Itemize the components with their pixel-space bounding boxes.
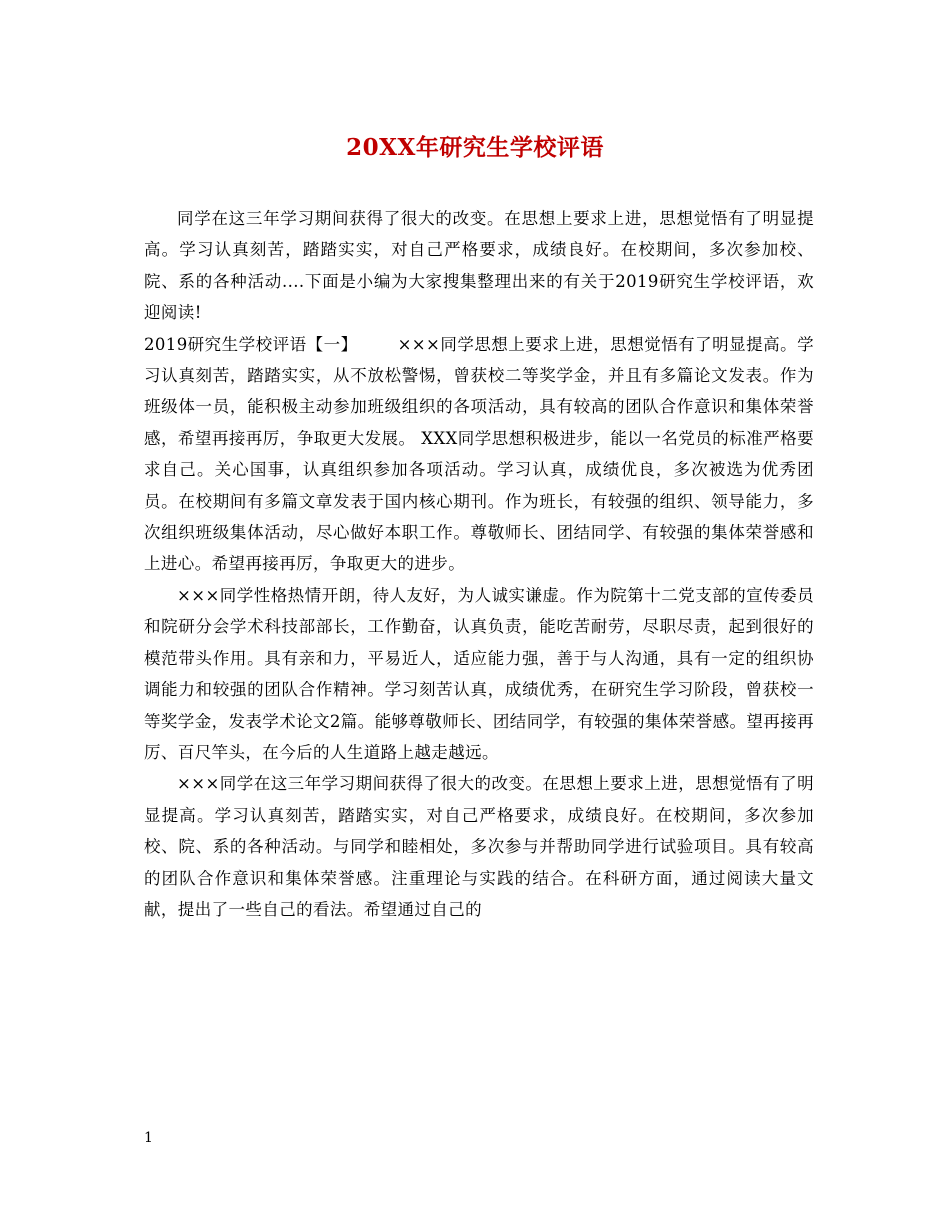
page-title: 20XX年研究生学校评语 bbox=[346, 134, 604, 161]
section-heading: 2019研究生学校评语【一】 bbox=[144, 334, 358, 354]
paragraph-3: ×××同学在这三年学习期间获得了很大的改变。在思想上要求上进，思想觉悟有了明显提高。学习认真刻苦，踏踏实实，对自己严格要求，成绩良好。在校期间，多次参加校、院、系的各种活动。与同学和睦相处，多次参与并帮助同学进行试验项目。具有较高的团队合作意识和集体荣誉感。注重理论与实践的结合。在科研方面，通过阅读大量文献，提出了一些自己的看法。希望通过自己的 bbox=[144, 774, 814, 919]
page-number: 1 bbox=[144, 1130, 153, 1146]
document-body bbox=[144, 203, 814, 925]
intro-paragraph: 同学在这三年学习期间获得了很大的改变。在思想上要求上进，思想觉悟有了明显提高。学习认真刻苦，踏踏实实，对自己严格要求，成绩良好。在校期间，多次参加校、院、系的各种活动....下面是小编为大家搜集整理出来的有关于2019研究生学校评语，欢迎阅读! bbox=[144, 209, 814, 323]
section-first-text: ×××同学思想上要求上进，思想觉悟有了明显提高。学习认真刻苦，踏踏实实，从不放松警惕，曾获校二等奖学金，并且有多篇论文发表。作为班级体一员，能积极主动参加班级组织的各项活动，具有较高的团队合作意识和集体荣誉感，希望再接再厉，争取更大发展。 XXX同学思想积极进步，能以一名党员的标准严格要求自己。关心国事，认真组织参加各项活动。学习认真，成绩优良，多次被选为优秀团员。在校期间有多篇文章发表于国内核心期刊。作为班长，有较强的组织、领导能力，多次组织班级集体活动，尽心做好本职工作。尊敬师长、团结同学、有较强的集体荣誉感和上进心。希望再接再厉，争取更大的进步。 bbox=[144, 334, 815, 574]
paragraph-2: ×××同学性格热情开朗，待人友好，为人诚实谦虚。作为院第十二党支部的宣传委员和院研分会学术科技部部长，工作勤奋，认真负责，能吃苦耐劳，尽职尽责，起到很好的模范带头作用。具有亲和力，平易近人，适应能力强，善于与人沟通，具有一定的组织协调能力和较强的团队合作精神。学习刻苦认真，成绩优秀，在研究生学习阶段，曾获校一等奖学金，发表学术论文2篇。能够尊敬师长、团结同学，有较强的集体荣誉感。望再接再厉、百尺竿头，在今后的人生道路上越走越远。 bbox=[144, 585, 814, 762]
section-paragraph bbox=[144, 329, 814, 580]
